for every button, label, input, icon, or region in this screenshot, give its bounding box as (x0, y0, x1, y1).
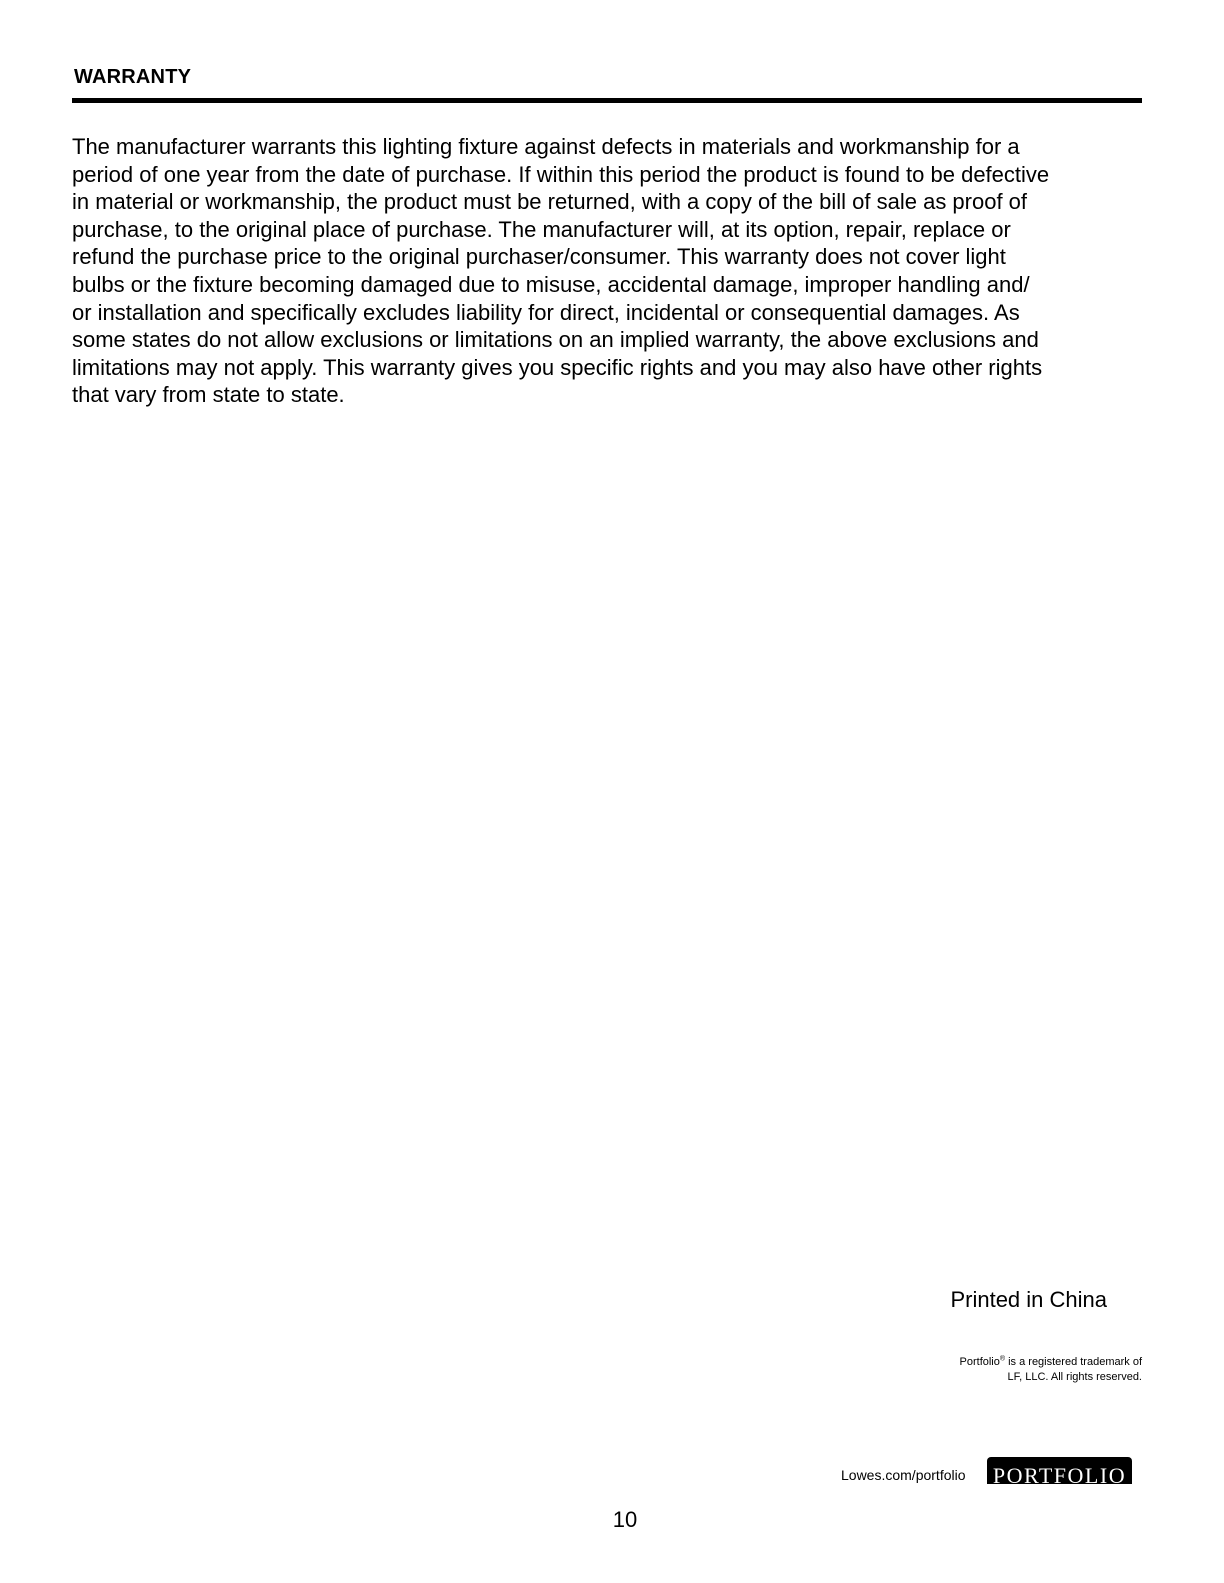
portfolio-logo (987, 1457, 1132, 1484)
warranty-line: in material or workmanship, the product must be returned, with a copy of the bill of sale as proof of (72, 189, 1028, 215)
trademark-line-2: LF, LLC. All rights reserved. (1007, 1371, 1142, 1383)
trademark-brand: Portfolio (959, 1356, 1000, 1368)
warranty-line: period of one year from the date of purchase. If within this period the product is found to be defective (72, 161, 1050, 187)
trademark-notice (960, 1355, 1142, 1385)
registered-mark: ® (999, 1355, 1006, 1363)
section-title: WARRANTY (74, 66, 192, 88)
printed-in-label: Printed in China (950, 1287, 1107, 1312)
warranty-line: some states do not allow exclusions or limitations on an implied warranty, the above exclusions and (72, 327, 1039, 353)
page-number: 10 (612, 1507, 638, 1532)
logo-text: PORTFOLIO (992, 1463, 1127, 1484)
website-url: Lowes.com/portfolio (841, 1467, 966, 1483)
trademark-line-1-rest: is a registered trademark of (1005, 1356, 1142, 1368)
warranty-line: refund the purchase price to the original purchaser/consumer. This warranty does not cover light (72, 244, 1006, 270)
title-rule (72, 98, 1142, 103)
warranty-text (72, 133, 1144, 409)
warranty-line: or installation and specifically excludes liability for direct, incidental or consequential damages. As (72, 299, 1020, 325)
warranty-line: The manufacturer warrants this lighting fixture against defects in materials and workmanship for a (72, 134, 1020, 159)
warranty-line: bulbs or the fixture becoming damaged due to misuse, accidental damage, improper handling and/ (72, 271, 1030, 297)
warranty-line: limitations may not apply. This warranty gives you specific rights and you may also have other rights (72, 354, 1043, 380)
warranty-line: that vary from state to state. (72, 382, 345, 408)
warranty-line: purchase, to the original place of purchase. The manufacturer will, at its option, repair, replace or (72, 216, 1011, 242)
trademark-line-1 (960, 1355, 1142, 1370)
